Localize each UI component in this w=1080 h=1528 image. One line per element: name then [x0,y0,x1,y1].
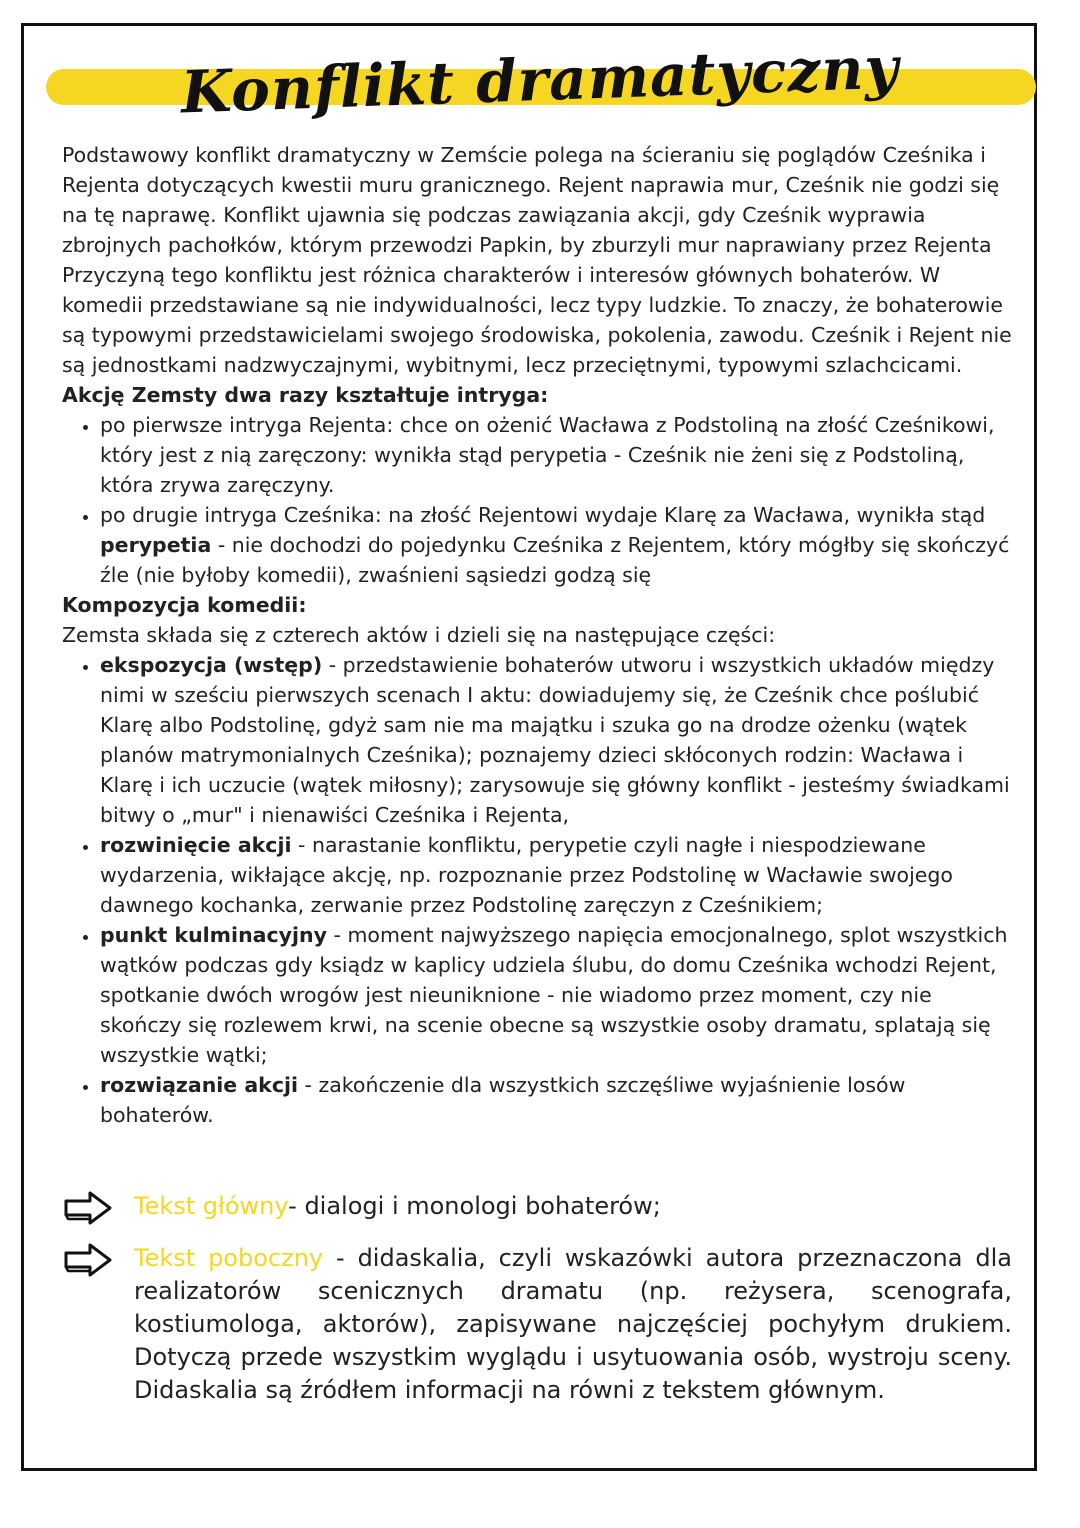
list-item [100,650,1012,830]
right-arrow-icon [62,1242,114,1278]
note-term: Tekst poboczny [134,1244,324,1272]
intro-paragraph: Podstawowy konflikt dramatyczny w Zemście polega na ścieraniu się poglądów Cześnika i Rejenta dotyczących kwestii muru granicznego. Rejent naprawia mur, Cześnik nie godzi się na tę naprawę. Konflikt ujawnia się podczas zawiązania akcji, gdy Cześnik wyprawia zbrojnych pachołków, którym przewodzi Papkin, by zburzyli mur naprawiany przez Rejenta Przyczyną tego konfliktu jest różnica charakterów i interesów głównych bohaterów. W komedii przedstawiane są nie indywidualności, lecz typy ludzkie. To znaczy, że bohaterowie są typowymi przedstawicielami swojego środowiska, pokolenia, zawodu. Cześnik i Rejent nie są jednostkami nadzwyczajnymi, wybitnymi, lecz przeciętnymi, typowymi szlachcicami. [62,143,1012,377]
note-main-text [62,1190,1012,1223]
composition-term: rozwiązanie akcji [100,1073,299,1097]
note-term: Tekst główny [134,1192,289,1220]
composition-list [62,650,1012,1130]
list-item [100,500,1012,590]
intrigue-item-post: - nie dochodzi do pojedynku Cześnika z Rejentem, który mógłby się skończyć źle (nie byłoby komedii), zwaśnieni sąsiedzi godzą się [100,533,1010,587]
composition-desc: - narastanie konfliktu, perypetie czyli nagłe i niespodziewane wydarzenia, wikłające akcję, np. rozpoznanie przez Podstolinę w Wacławie swojego dawnego kochanka, zerwanie przez Podstolinę zaręczyn z Cześnikiem; [100,833,953,917]
intrigue-item-text: po pierwsze intryga Rejenta: chce on ożenić Wacława z Podstoliną na złość Cześnikowi, który jest z nią zaręczony: wynikła stąd perypetia - Cześnik nie żeni się z Podstoliną, która zrywa zaręczyny. [100,413,995,497]
list-item [100,1070,1012,1130]
note-desc: - dialogi i monologi bohaterów; [288,1192,661,1220]
intrigue-list [62,410,1012,590]
composition-heading: Kompozycja komedii: [62,593,307,617]
main-content [62,140,1012,1130]
note-desc: - didaskalia, czyli wskazówki autora przeznaczona dla realizatorów scenicznych dramatu (np. reżysera, scenografa, kostiumologa, aktorów), zapisywane najczęściej pochyłym drukiem. Dotyczą przede wszystkim wyglądu i usytuowania osób, wystroju sceny. Didaskalia są źródłem informacji na równi z tekstem głównym. [134,1244,1012,1404]
list-item [100,830,1012,920]
composition-term: ekspozycja (wstęp) [100,653,323,677]
intrigue-item-pre: po drugie intryga Cześnika: na złość Rejentowi wydaje Klarę za Wacława, wynikła stąd [100,503,986,527]
composition-desc: - przedstawienie bohaterów utworu i wszystkich układów między nimi w sześciu pierwszych scenach I aktu: dowiadujemy się, że Cześnik chce poślubić Klarę albo Podstolinę, gdyż sam nie ma majątku i szuka go na drodze ożenku (wątek planów matrymonialnych Cześnika); poznajemy dzieci skłóconych rodzin: Wacława i Klarę i ich uczucie (wątek miłosny); zarysowuje się główny konflikt - jesteśmy świadkami bitwy o „mur" i nienawiści Cześnika i Rejenta, [100,653,1010,827]
intrigue-item-bold: perypetia [100,533,212,557]
composition-desc: - zakończenie dla wszystkich szczęśliwe wyjaśnienie losów bohaterów. [100,1073,906,1127]
list-item [100,920,1012,1070]
intrigue-heading: Akcję Zemsty dwa razy kształtuje intryga: [62,383,549,407]
note-side-text [62,1242,1012,1407]
right-arrow-icon [62,1190,114,1226]
composition-intro: Zemsta składa się z czterech aktów i dzieli się na następujące części: [62,623,776,647]
composition-desc: - moment najwyższego napięcia emocjonalnego, splot wszystkich wątków podczas gdy ksiądz w kaplicy udziela ślubu, do domu Cześnika wchodzi Rejent, spotkanie dwóch wrogów jest nieuniknione - nie wiadomo przez moment, czy nie skończy się rozlewem krwi, na scenie obecne są wszystkie osoby dramatu, splatają się wszystkie wątki; [100,923,1008,1067]
composition-term: punkt kulminacyjny [100,923,328,947]
page-title: Konflikt dramatyczny [179,33,901,127]
list-item [100,410,1012,500]
composition-term: rozwinięcie akcji [100,833,292,857]
